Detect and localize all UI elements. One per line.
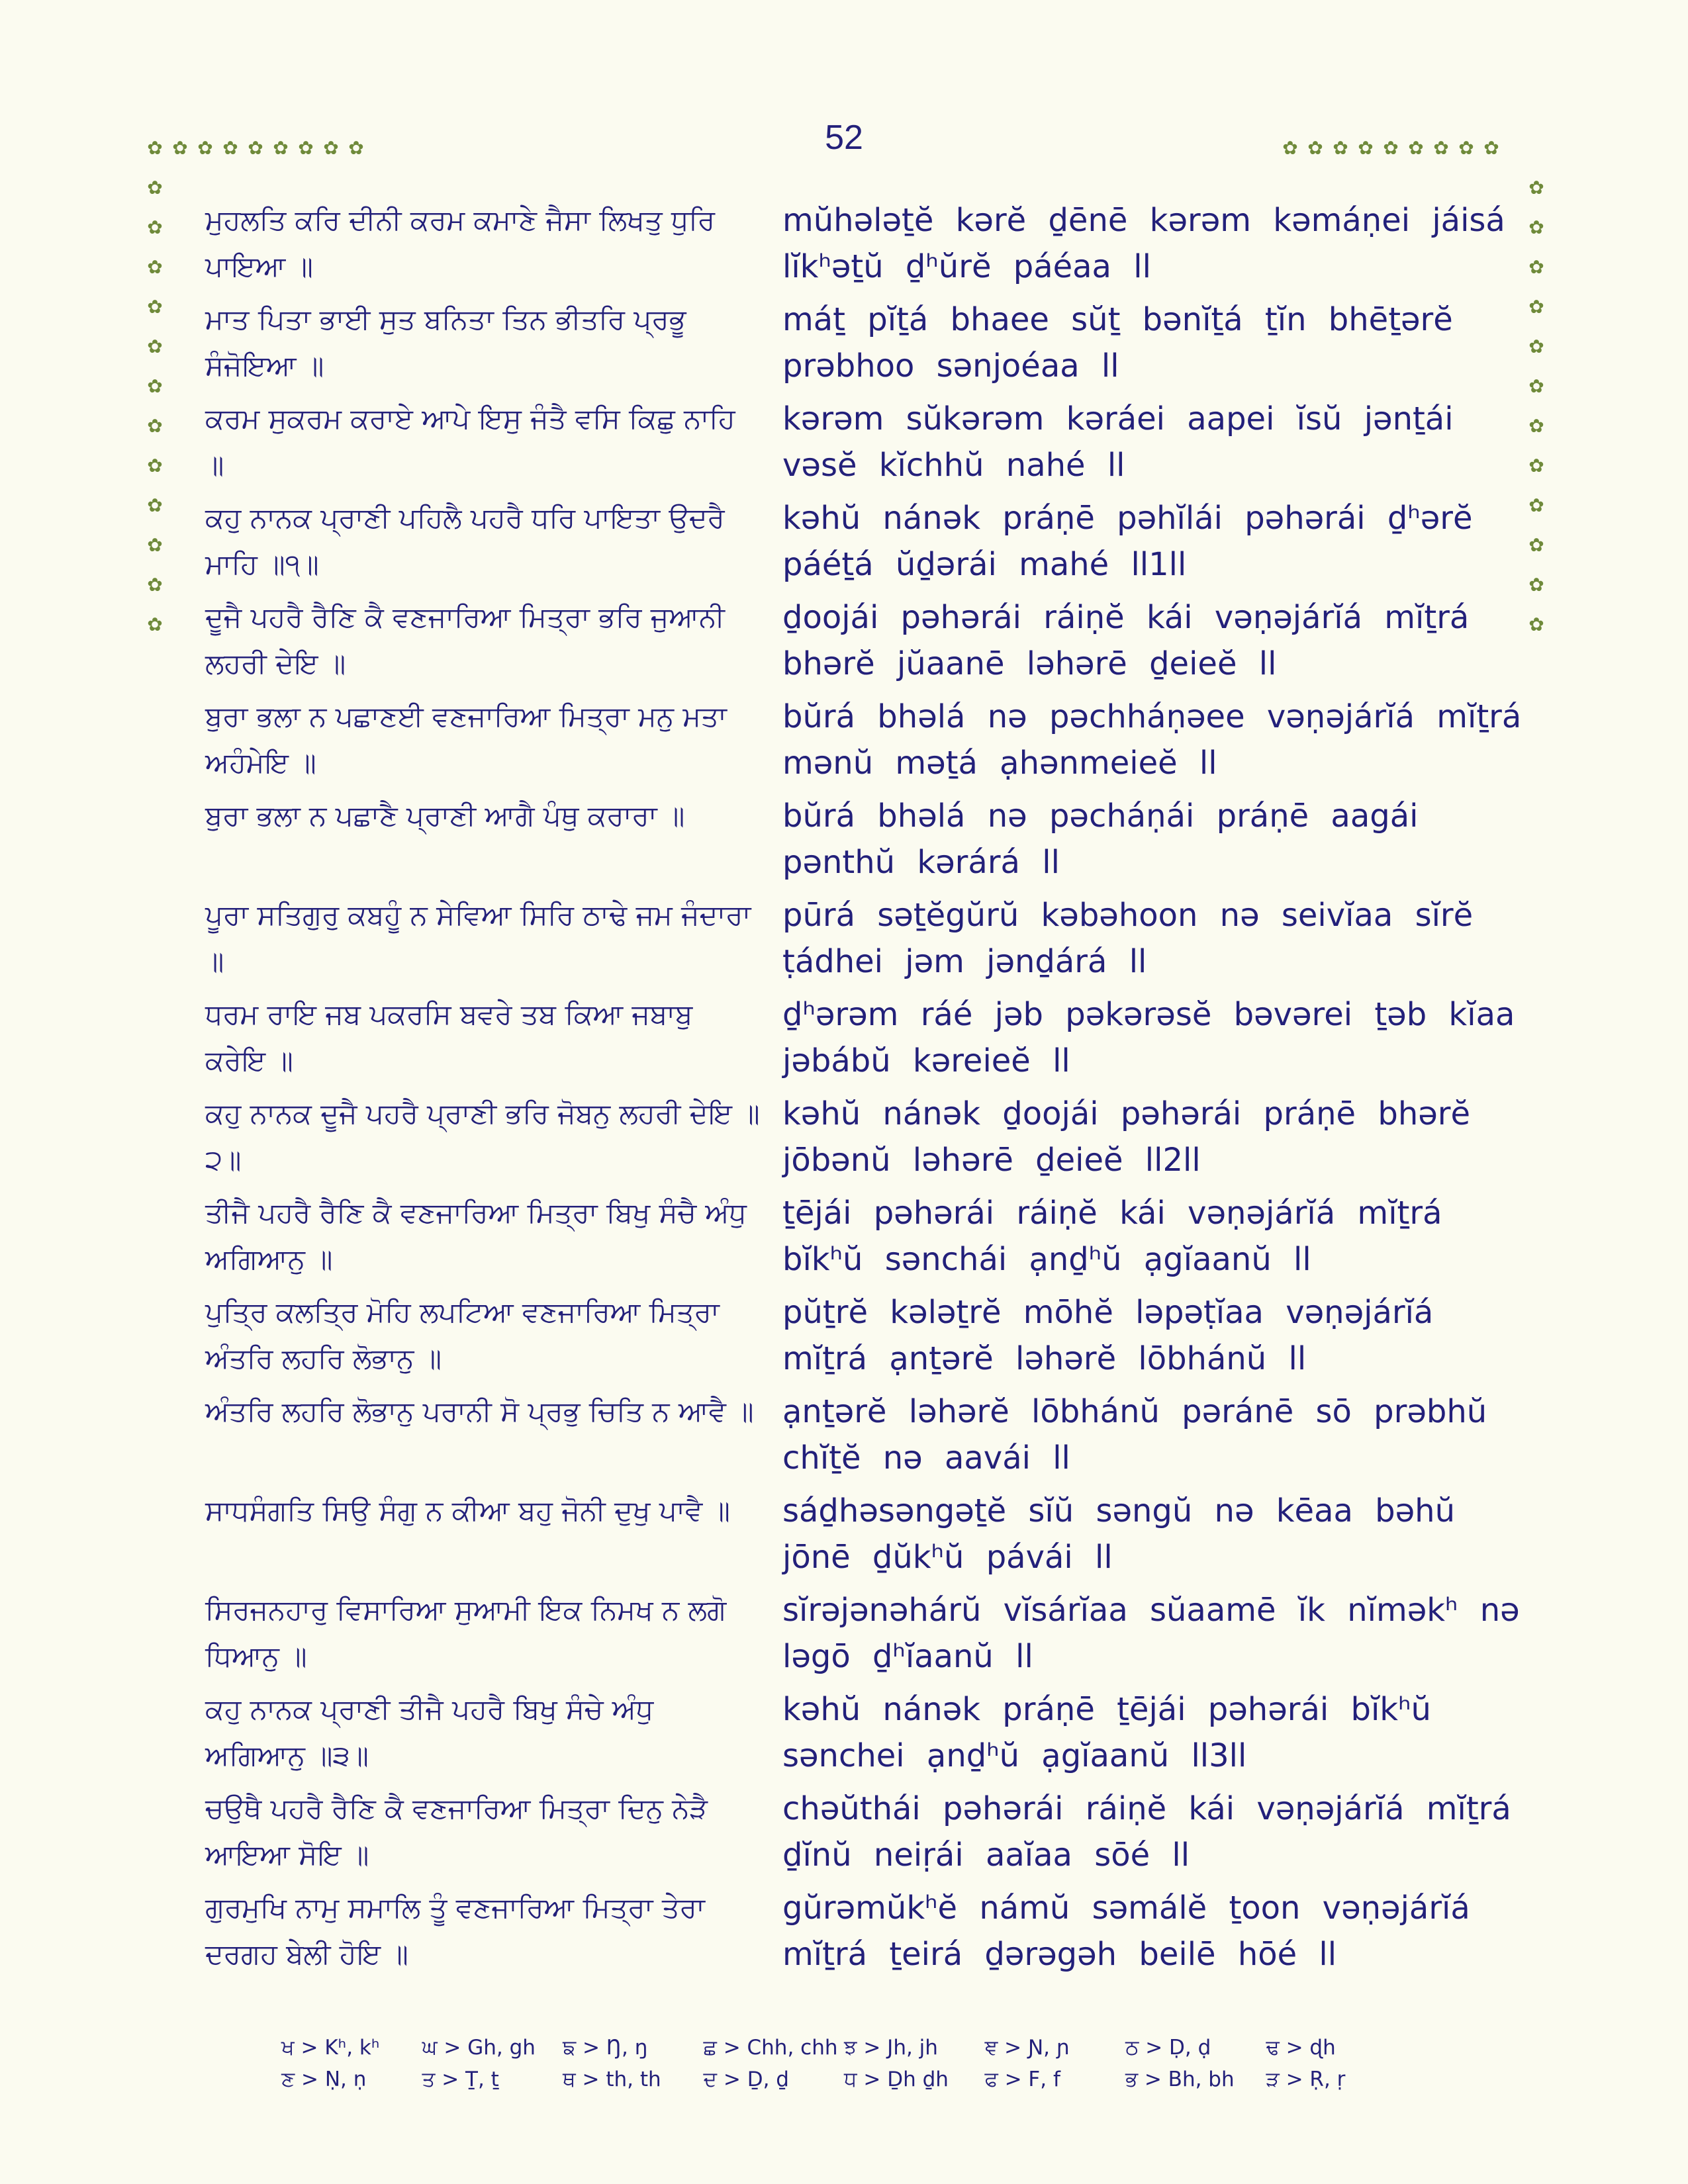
legend-item: ਭ > Bh, bh <box>1125 2067 1235 2091</box>
flower-icon: ✿ <box>1483 137 1499 159</box>
legend-item: ਥ > th, th <box>563 2067 661 2091</box>
legend-row <box>281 2064 1407 2095</box>
flower-icon: ✿ <box>147 177 163 199</box>
page-number: 52 <box>825 118 863 157</box>
gurmukhi-line: ਬੁਰਾ ਭਲਾ ਨ ਪਛਾਣੈ ਪ੍ਰਾਣੀ ਆਗੈ ਪੰਥੁ ਕਰਾਰਾ ॥ <box>205 799 685 832</box>
flower-icon: ✿ <box>1528 614 1544 635</box>
gurmukhi-line: ਧਰਮ ਰਾਇ ਜਬ ਪਕਰਸਿ ਬਵਰੇ ਤਬ ਕਿਆ ਜਬਾਬੁ ਕਰੇਇ ॥ <box>205 998 693 1077</box>
flower-icon: ✿ <box>1433 137 1449 159</box>
flower-icon: ✿ <box>1528 375 1544 397</box>
transliteration-line: bŭrá bhəlá nə pəchháṇəee vəṇəjárĭá mĭṯrá mənŭ məṯá ạhənmeieĕ ll <box>782 698 1522 782</box>
flower-icon: ✿ <box>147 574 163 596</box>
flower-icon: ✿ <box>1528 534 1544 556</box>
flower-icon: ✿ <box>1383 137 1399 159</box>
transliteration-line: pŭṯrĕ kələṯrĕ mōhĕ ləpəṭĭaa vəṇəjárĭá mĭṯrá ạnṯərĕ ləhərĕ lōbhánŭ ll <box>782 1294 1434 1377</box>
flower-icon: ✿ <box>298 137 314 159</box>
legend-item: ਣ > Ṇ, ṇ <box>281 2067 367 2091</box>
transliteration-legend <box>281 2032 1407 2095</box>
transliteration-line: sáḏhəsəngəṯĕ sĭŭ səngŭ nə kēaa bəhŭ jōnē ḏŭkʰŭ pávái ll <box>782 1492 1456 1576</box>
gurmukhi-line: ਚਉਥੈ ਪਹਰੈ ਰੈਣਿ ਕੈ ਵਣਜਾਰਿਆ ਮਿਤ੍ਰਾ ਦਿਨੁ ਨੇੜੈ ਆਇਆ ਸੋਇ ॥ <box>205 1792 708 1871</box>
flower-icon: ✿ <box>147 534 163 556</box>
gurmukhi-line: ਕਹੁ ਨਾਨਕ ਦੂਜੈ ਪਹਰੈ ਪ੍ਰਾਣੀ ਭਰਿ ਜੋਬਨੁ ਲਹਰੀ ਦੇਇ ॥੨॥ <box>205 1097 760 1176</box>
flower-icon: ✿ <box>1528 455 1544 477</box>
gurmukhi-line: ਕਰਮ ਸੁਕਰਮ ਕਰਾਏ ਆਪੇ ਇਸੁ ਜੰਤੈ ਵਸਿ ਕਿਛੁ ਨਾਹਿ ॥ <box>205 402 735 481</box>
legend-item: ੜ > Ṛ, ṛ <box>1266 2067 1346 2091</box>
gurmukhi-line: ਕਹੁ ਨਾਨਕ ਪ੍ਰਾਣੀ ਪਹਿਲੈ ਪਹਰੈ ਧਰਿ ਪਾਇਤਾ ਉਦਰੈ ਮਾਹਿ ॥੧॥ <box>205 502 725 580</box>
flower-icon: ✿ <box>1358 137 1374 159</box>
gurmukhi-line: ਗੁਰਮੁਖਿ ਨਾਮੁ ਸਮਾਲਿ ਤੂੰ ਵਣਜਾਰਿਆ ਮਿਤ੍ਰਾ ਤੇਰਾ ਦਰਗਹ ਬੇਲੀ ਹੋਇ ॥ <box>205 1891 705 1970</box>
transliteration-line: máṯ pĭṯá bhaee sŭṯ bənĭṯá ṯĭn bhēṯərĕ prəbhoo sənjoéaa ll <box>782 301 1453 385</box>
flower-icon: ✿ <box>147 415 163 437</box>
flower-icon: ✿ <box>1333 137 1348 159</box>
flower-icon: ✿ <box>1528 415 1544 437</box>
gurmukhi-line: ਮੁਹਲਤਿ ਕਰਿ ਦੀਨੀ ਕਰਮ ਕਮਾਣੇ ਜੈਸਾ ਲਿਖਤੁ ਧੁਰਿ ਪਾਇਆ ॥ <box>205 204 716 283</box>
transliteration-line: kəhŭ nánək ḏoojái pəhərái práṇē bhərĕ jōbənŭ ləhərē ḏeieĕ ll2ll <box>782 1095 1471 1179</box>
gurmukhi-line: ਮਾਤ ਪਿਤਾ ਭਾਈ ਸੁਤ ਬਨਿਤਾ ਤਿਨ ਭੀਤਰਿ ਪ੍ਰਭੂ ਸੰਜੋਇਆ ॥ <box>205 303 686 382</box>
gurmukhi-line: ਬੁਰਾ ਭਲਾ ਨ ਪਛਾਣਈ ਵਣਜਾਰਿਆ ਮਿਤ੍ਰਾ ਮਨੁ ਮਤਾ ਅਹੰਮੇਇ ॥ <box>205 700 727 779</box>
gurmukhi-line: ਦੂਜੈ ਪਹਰੈ ਰੈਣਿ ਕੈ ਵਣਜਾਰਿਆ ਮਿਤ੍ਰਾ ਭਰਿ ਜੁਆਨੀ ਲਹਰੀ ਦੇਇ ॥ <box>205 601 725 680</box>
gurmukhi-line: ਅੰਤਰਿ ਲਹਰਿ ਲੋਭਾਨੁ ਪਰਾਨੀ ਸੋ ਪ੍ਰਭੁ ਚਿਤਿ ਨ ਆਵੈ ॥ <box>205 1395 754 1428</box>
flower-icon: ✿ <box>1458 137 1474 159</box>
gurmukhi-line: ਕਹੁ ਨਾਨਕ ਪ੍ਰਾਣੀ ਤੀਜੈ ਪਹਰੈ ਬਿਖੁ ਸੰਚੇ ਅੰਧੁ ਅਗਿਆਨੁ ॥੩॥ <box>205 1693 654 1772</box>
flower-icon: ✿ <box>1307 137 1323 159</box>
flower-icon: ✿ <box>1528 256 1544 278</box>
gurmukhi-line: ਸਿਰਜਨਹਾਰੁ ਵਿਸਾਰਿਆ ਸੁਆਮੀ ਇਕ ਨਿਮਖ ਨ ਲਗੋ ਧਿਆਨੁ ॥ <box>205 1594 727 1672</box>
flower-icon: ✿ <box>147 455 163 477</box>
flower-icon: ✿ <box>273 137 289 159</box>
flower-icon: ✿ <box>147 256 163 278</box>
flower-icon: ✿ <box>248 137 263 159</box>
flower-icon: ✿ <box>147 614 163 635</box>
flower-icon: ✿ <box>197 137 213 159</box>
transliteration-line: ḏoojái pəhərái ráiṇĕ kái vəṇəjárĭá mĭṯrá bhərĕ jŭaanē ləhərē ḏeieĕ ll <box>782 599 1470 682</box>
flower-icon: ✿ <box>1528 336 1544 357</box>
transliteration-line: pūrá səṯĕgŭrŭ kəbəhoon nə seivĭaa sĭrĕ ṭádhei jəm jənḏárá ll <box>782 897 1474 980</box>
flower-icon: ✿ <box>172 137 188 159</box>
legend-item: ਠ > Ḍ, ḍ <box>1125 2035 1211 2060</box>
flower-icon: ✿ <box>1528 574 1544 596</box>
legend-item: ਫ > F, f <box>984 2067 1060 2091</box>
transliteration-line: ạnṯərĕ ləhərĕ lōbhánŭ pəránē sō prəbhŭ chĭṯĕ nə aavái ll <box>782 1393 1487 1477</box>
transliteration-line: chəŭthái pəhərái ráiṇĕ kái vəṇəjárĭá mĭṯrá ḏĭnŭ neiṛái aaĭaa sōé ll <box>782 1790 1511 1874</box>
flower-icon: ✿ <box>147 137 163 159</box>
legend-item: ਖ > Kʰ, kʰ <box>281 2035 380 2060</box>
transliteration-line: kəhŭ nánək práṇē pəhĭlái pəhərái ḏʰərĕ páéṯá ŭḏərái mahé ll1ll <box>782 500 1473 583</box>
flower-icon: ✿ <box>1528 216 1544 238</box>
transliteration-line: gŭrəmŭkʰĕ námŭ səmálĕ ṯoon vəṇəjárĭá mĭṯrá ṯeirá ḏərəgəh beilē hōé ll <box>782 1889 1470 1973</box>
flower-icon: ✿ <box>1528 296 1544 318</box>
gurmukhi-line: ਤੀਜੈ ਪਹਰੈ ਰੈਣਿ ਕੈ ਵਣਜਾਰਿਆ ਮਿਤ੍ਰਾ ਬਿਖੁ ਸੰਚੈ ਅੰਧੁ ਅਗਿਆਨੁ ॥ <box>205 1197 747 1275</box>
flower-icon: ✿ <box>348 137 364 159</box>
legend-item: ਧ > Ḏh ḏh <box>844 2067 949 2091</box>
legend-item: ਞ > Ɲ, ɲ <box>984 2035 1070 2060</box>
flower-icon: ✿ <box>147 336 163 357</box>
legend-item: ਦ > Ḏ, ḏ <box>703 2067 789 2091</box>
transliteration-line: mŭhələṯĕ kərĕ ḏēnē kərəm kəmáṇei jáisá lĭkʰəṯŭ ḏʰŭrĕ páéaa ll <box>782 202 1505 285</box>
flower-icon: ✿ <box>147 216 163 238</box>
gurmukhi-line: ਪੁਤ੍ਰਿ ਕਲਤ੍ਰਿ ਮੋਹਿ ਲਪਟਿਆ ਵਣਜਾਰਿਆ ਮਿਤ੍ਰਾ ਅੰਤਰਿ ਲਹਰਿ ਲੋਭਾਨੁ ॥ <box>205 1296 720 1375</box>
legend-item: ਙ > Ŋ, ŋ <box>563 2035 648 2060</box>
flower-icon: ✿ <box>147 375 163 397</box>
flower-icon: ✿ <box>222 137 238 159</box>
transliteration-line: bŭrá bhəlá nə pəcháṇái práṇē aagái pənthŭ kərárá ll <box>782 797 1419 881</box>
legend-item: ਤ > Ṯ, ṯ <box>422 2067 499 2091</box>
flower-icon: ✿ <box>1282 137 1298 159</box>
flower-icon: ✿ <box>147 494 163 516</box>
legend-row <box>281 2032 1407 2064</box>
transliteration-line: ḏʰərəm ráé jəb pəkərəsĕ bəvərei ṯəb kĭaa jəbábŭ kəreieĕ ll <box>782 996 1515 1079</box>
transliteration-line: sĭrəjənəhárŭ vĭsárĭaa sŭaamē ĭk nĭməkʰ nə ləgō ḏʰĭaanŭ ll <box>782 1592 1520 1675</box>
gurmukhi-line: ਪੂਰਾ ਸਤਿਗੁਰੁ ਕਬਹੂੰ ਨ ਸੇਵਿਆ ਸਿਰਿ ਠਾਢੇ ਜਮ ਜੰਦਾਰਾ ॥ <box>205 899 751 978</box>
legend-item: ਘ > Gh, gh <box>422 2035 536 2060</box>
legend-item: ਛ > Chh, chh <box>703 2035 838 2060</box>
transliteration-line: kəhŭ nánək práṇē ṯējái pəhərái bĭkʰŭ sənchei ạnḏʰŭ ạgĭaanŭ ll3ll <box>782 1691 1431 1774</box>
flower-icon: ✿ <box>147 296 163 318</box>
flower-icon: ✿ <box>1408 137 1424 159</box>
legend-item: ਢ > ɖh <box>1266 2035 1336 2060</box>
flower-icon: ✿ <box>323 137 339 159</box>
gurmukhi-line: ਸਾਧਸੰਗਤਿ ਸਿਉ ਸੰਗੁ ਨ ਕੀਆ ਬਹੁ ਜੋਨੀ ਦੁਖੁ ਪਾਵੈ ॥ <box>205 1494 730 1527</box>
flower-icon: ✿ <box>1528 494 1544 516</box>
legend-item: ਝ > Jh, jh <box>844 2035 938 2060</box>
flower-icon: ✿ <box>1528 177 1544 199</box>
transliteration-line: kərəm sŭkərəm kəráei aapei ĭsŭ jənṯái vəsĕ kĭchhŭ nahé ll <box>782 400 1454 484</box>
transliteration-line: ṯējái pəhərái ráiṇĕ kái vəṇəjárĭá mĭṯrá bĭkʰŭ sənchái ạnḏʰŭ ạgĭaanŭ ll <box>782 1195 1442 1278</box>
